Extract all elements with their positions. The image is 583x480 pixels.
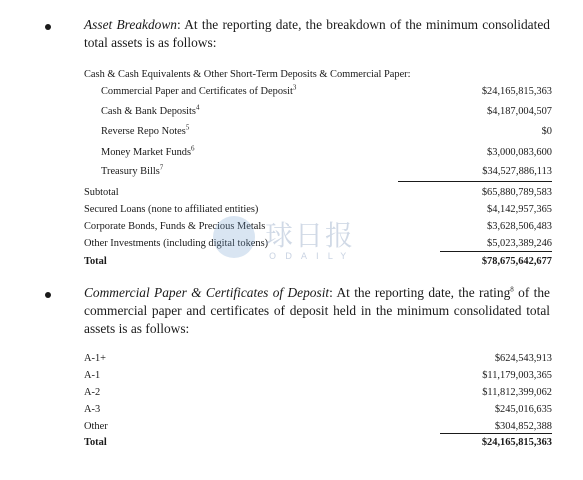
reverse-repo-amount: $0 xyxy=(541,126,552,137)
corporate-bonds-amount: $3,628,506,483 xyxy=(487,221,552,232)
total-2-label: Total xyxy=(84,437,107,448)
total-rule-2 xyxy=(440,433,552,434)
bullet-2 xyxy=(45,292,51,298)
subtotal-rule xyxy=(398,181,552,182)
subtotal-label: Subtotal xyxy=(84,187,119,198)
total-1-label: Total xyxy=(84,256,107,267)
cash-bank-label: Cash & Bank Deposits$^4$ xyxy=(101,103,200,117)
asset-breakdown-text: : At the reporting date, the breakdown of the minimum consolidated total assets is as follows: xyxy=(84,17,550,50)
footnote-5: 5 xyxy=(185,123,190,132)
footnote-7: 7 xyxy=(159,163,164,172)
cp-cd-lead: Commercial Paper & Certificates of Deposit xyxy=(84,285,330,300)
other-investments-amount: $5,023,389,246 xyxy=(487,238,552,249)
corporate-bonds-label: Corporate Bonds, Funds & Precious Metals xyxy=(84,221,266,232)
rating-a3-amount: $245,016,635 xyxy=(494,404,552,415)
asset-breakdown-lead: Asset Breakdown xyxy=(84,17,177,32)
rating-a1plus-amount: $624,543,913 xyxy=(494,353,552,364)
watermark-cn-text: 球日报 xyxy=(265,219,356,252)
money-market-amount: $3,000,083,600 xyxy=(487,147,552,158)
treasury-bills-label: Treasury Bills$^7$ xyxy=(101,163,164,177)
rating-other-label: Other xyxy=(84,421,108,432)
cp-cd-label: Commercial Paper and Certificates of Deposit$^3$ xyxy=(101,83,297,97)
rating-a2-amount: $11,812,399,062 xyxy=(482,387,552,398)
cp-cd-paragraph: Commercial Paper & Certificates of Deposit: At the reporting date, the rating$^8$ of the commercial paper and certificates of deposit held in the minimum consolidated total assets is as follows: xyxy=(84,285,550,336)
total-rule-1 xyxy=(440,251,552,252)
rating-a1-amount: $11,179,003,365 xyxy=(482,370,552,381)
subtotal-amount: $65,880,789,583 xyxy=(481,187,552,198)
secured-loans-label: Secured Loans (none to affiliated entities) xyxy=(84,204,259,215)
rating-a1-label: A-1 xyxy=(84,370,101,381)
cash-heading: Cash & Cash Equivalents & Other Short-Term Deposits & Commercial Paper: xyxy=(84,69,411,80)
bullet-1 xyxy=(45,24,51,30)
rating-other-amount: $304,852,388 xyxy=(494,421,552,432)
watermark-en-text: ODAILY xyxy=(269,252,355,262)
treasury-bills-amount: $34,527,886,113 xyxy=(482,166,552,177)
footnote-8: 8 xyxy=(510,285,514,294)
cp-cd-amount: $24,165,815,363 xyxy=(481,86,552,97)
footnote-4: 4 xyxy=(195,103,200,112)
rating-a2-label: A-2 xyxy=(84,387,101,398)
asset-breakdown-paragraph xyxy=(84,16,550,52)
rating-a3-label: A-3 xyxy=(84,404,101,415)
other-investments-label: Other Investments (including digital tokens) xyxy=(84,238,269,249)
footnote-6: 6 xyxy=(191,144,195,153)
rating-a1plus-label: A-1+ xyxy=(84,353,107,364)
total-2-amount: $24,165,815,363 xyxy=(481,437,552,448)
cash-bank-amount: $4,187,004,507 xyxy=(487,106,552,117)
secured-loans-amount: $4,142,957,365 xyxy=(487,204,552,215)
reverse-repo-label: Reverse Repo Notes$^5$ xyxy=(101,123,190,137)
total-1-amount: $78,675,642,677 xyxy=(481,256,552,267)
money-market-label: Money Market Funds$^6$ xyxy=(101,144,195,158)
footnote-3: 3 xyxy=(292,83,297,92)
